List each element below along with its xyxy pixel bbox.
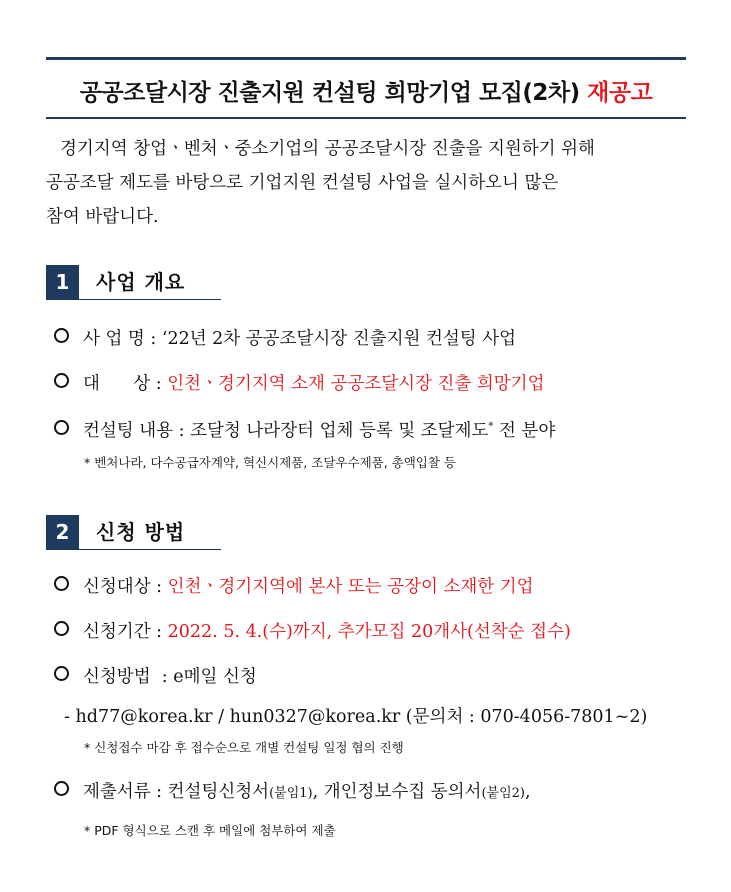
label: 대 상 : (83, 374, 168, 394)
apply-method-line (54, 663, 257, 688)
project-name-line (54, 325, 516, 350)
value: e메일 신청 (173, 667, 257, 687)
footnote-1: * 벤처나라, 다수공급자계약, 혁신시제품, 조달우수제품, 총액입찰 등 (84, 455, 457, 470)
section-heading-application (46, 515, 221, 550)
circle-bullet-icon (54, 373, 69, 388)
section-number: 1 (46, 265, 79, 299)
label: 컨설팅 내용 : (83, 421, 191, 441)
intro-line-3: 참여 바랍니다. (46, 207, 159, 227)
content-line (54, 417, 555, 442)
footnote-mark: * (488, 421, 494, 433)
circle-bullet-icon (54, 328, 69, 343)
documents-line (54, 778, 531, 803)
attachment-ref-2: (붙임2) (481, 786, 525, 801)
label: 제출서류 : (83, 782, 168, 802)
section-title: 신청 방법 (96, 520, 186, 544)
value: 조달청 나라장터 업체 등록 및 조달제도 (190, 421, 489, 441)
label: 신청기간 : (83, 622, 168, 642)
value-tail: 전 분야 (493, 421, 556, 441)
doc-application-form: 컨설팅신청서 (167, 782, 270, 802)
circle-bullet-icon (54, 666, 69, 681)
circle-bullet-icon (54, 420, 69, 435)
label: 사 업 명 : (83, 329, 162, 349)
apply-target-line (54, 573, 534, 598)
intro-line-1: 경기지역 창업ㆍ벤처ㆍ중소기업의 공공조달시장 진출을 지원하기 위해 (60, 139, 595, 159)
value: 2022. 5. 4.(수)까지, 추가모집 20개사(선착순 접수) (167, 622, 571, 642)
intro-line-2: 공공조달 제도를 바탕으로 기업지원 컨설팅 사업을 실시하오니 많은 (46, 173, 559, 193)
contact-email-line: - hd77@korea.kr / hun0327@korea.kr (문의처 : 070-4056-7801~2) (64, 707, 648, 727)
label: 신청방법 : (83, 667, 174, 687)
value: ‘22년 2차 공공조달시장 진출지원 컨설팅 사업 (161, 329, 517, 349)
footnote-3: * PDF 형식으로 스캔 후 메일에 첨부하여 제출 (84, 823, 336, 838)
circle-bullet-icon (54, 576, 69, 591)
document-title (46, 60, 686, 117)
section-title: 사업 개요 (96, 270, 186, 294)
title-block (46, 57, 686, 119)
value: 인천ㆍ경기지역 소재 공공조달시장 진출 희망기업 (167, 374, 545, 394)
intro-paragraph (46, 132, 686, 234)
apply-period-line (54, 618, 571, 643)
footnote-2: * 신청접수 마감 후 접수순으로 개별 컨설팅 일정 협의 진행 (84, 740, 404, 755)
section-number: 2 (46, 515, 79, 549)
title-bottom-rule (46, 117, 686, 119)
doc-consent-form: , 개인정보수집 동의서 (312, 782, 482, 802)
title-highlight: 재공고 (587, 80, 653, 106)
punctuation: , (525, 782, 531, 802)
section-heading-overview (46, 265, 221, 300)
circle-bullet-icon (54, 621, 69, 636)
title-main: 공공조달시장 진출지원 컨설팅 희망기업 모집(2차) (79, 80, 588, 106)
attachment-ref-1: (붙임1) (269, 786, 313, 801)
label: 신청대상 : (83, 577, 168, 597)
value: 인천ㆍ경기지역에 본사 또는 공장이 소재한 기업 (167, 577, 534, 597)
target-line (54, 370, 544, 395)
circle-bullet-icon (54, 781, 69, 796)
